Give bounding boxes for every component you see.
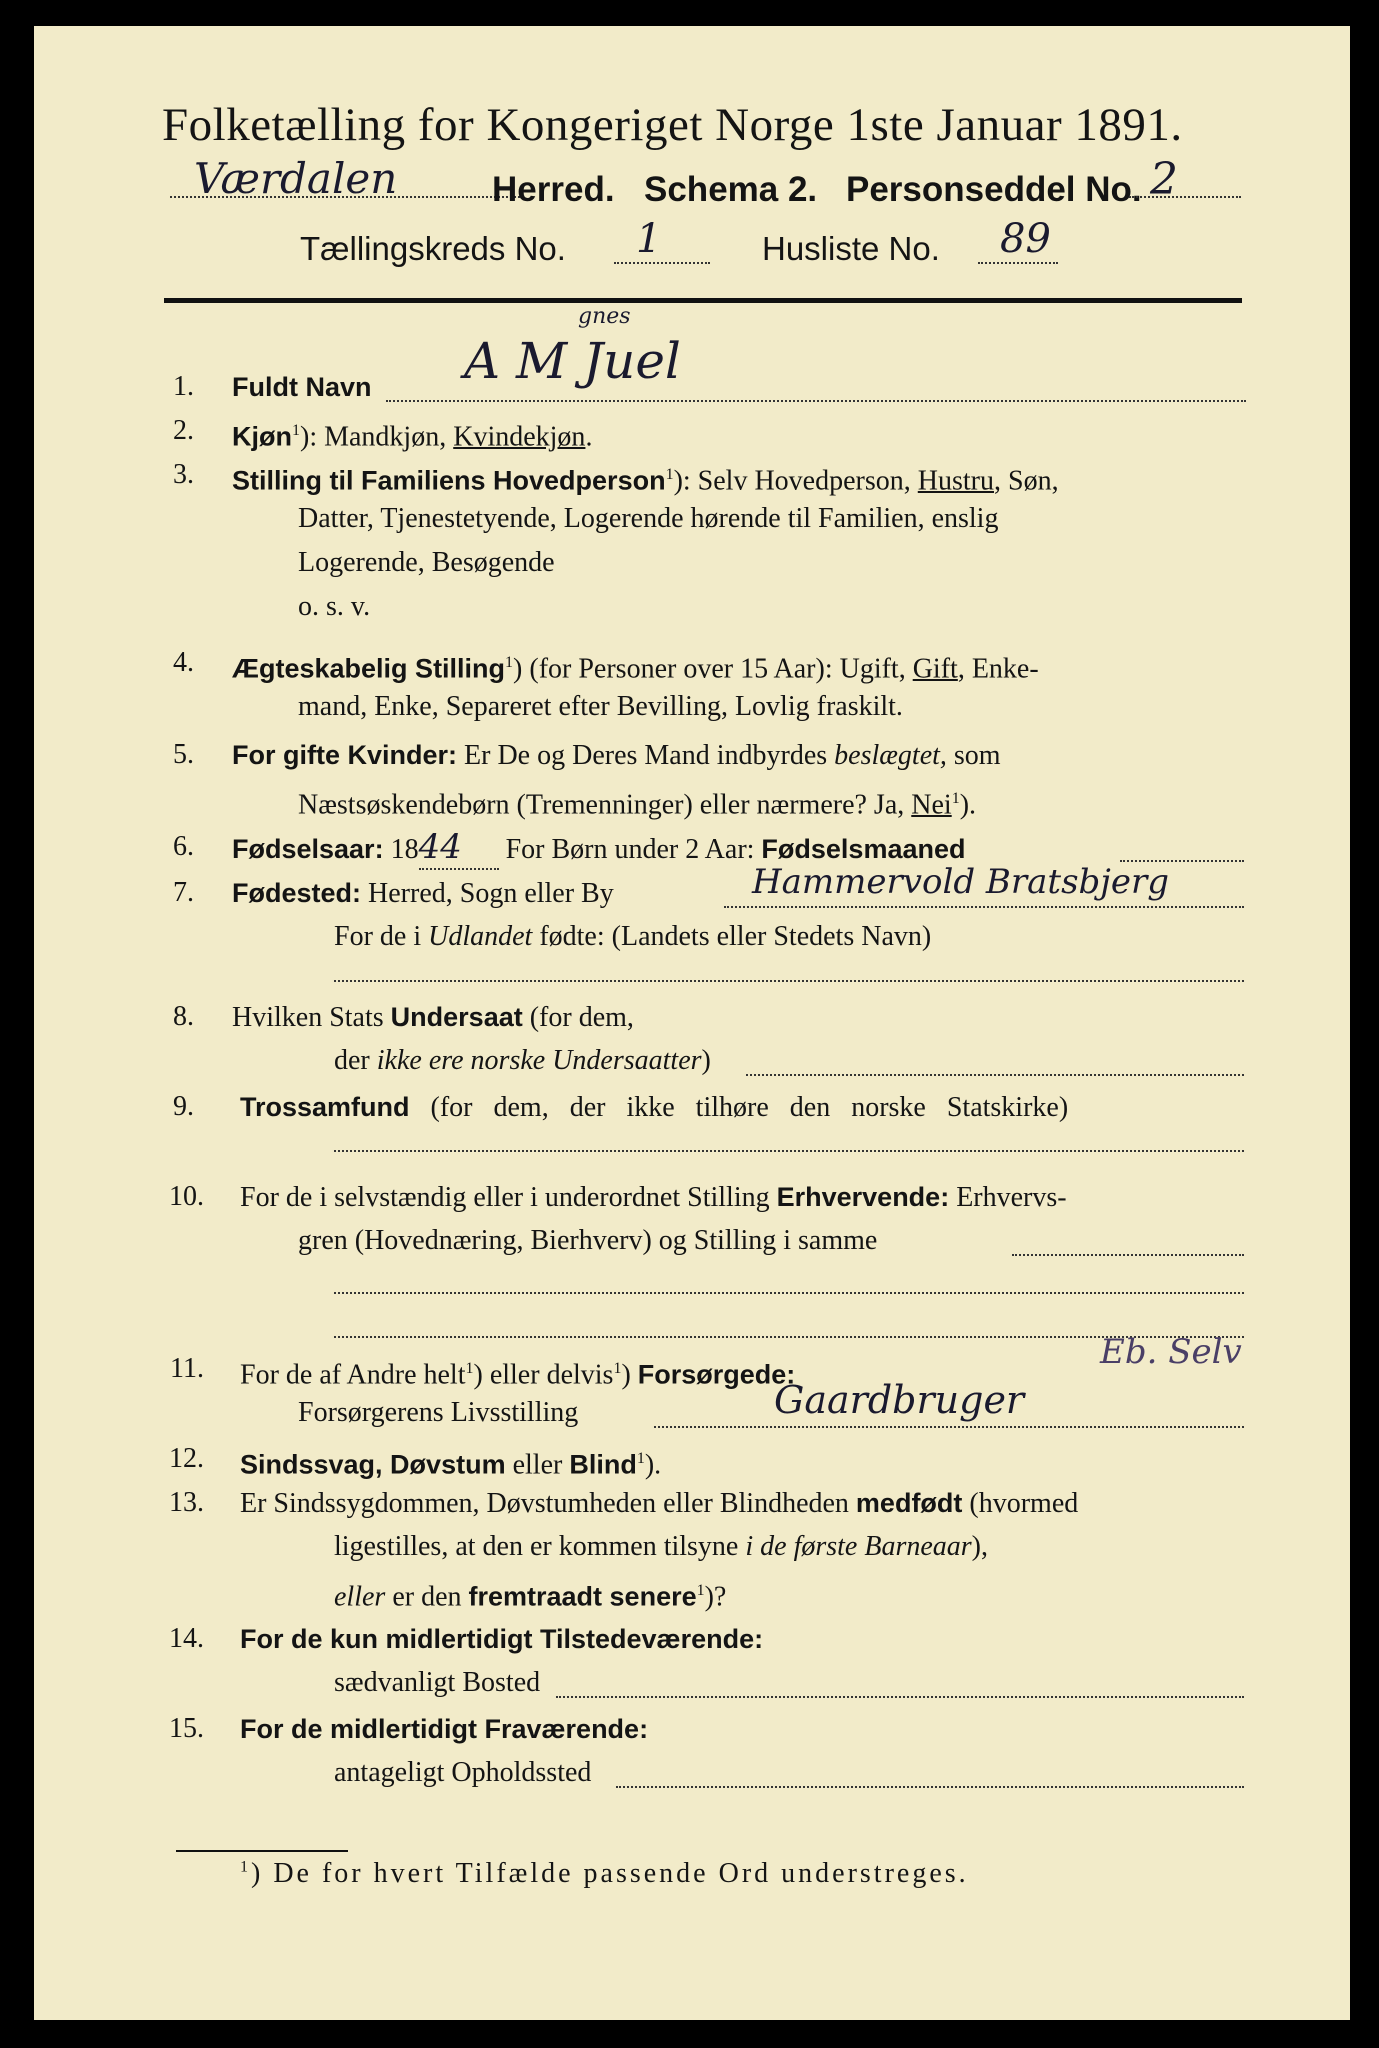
q2-label: Kjøn [232,421,292,452]
q2-number: 2. [173,415,194,446]
q4-line1-a: ) (for Personer over 15 Aar): Ugift, [513,653,913,685]
q6-prefix: 18 [383,834,419,865]
q7-line2-a: For de i [334,921,429,952]
q13-line1-b: medfødt [855,1488,963,1518]
q8-line2-a: der [334,1045,377,1076]
q3-line1-c: , Søn, [994,465,1059,497]
q13-line3-a: eller [334,1581,386,1613]
q9-number: 9. [173,1091,194,1122]
footnote-sup: 1 [240,1858,251,1876]
header-rule [164,298,1242,303]
q7-foreign-dotted-line [334,980,1244,982]
q7-birthplace-value: Hammervold Bratsbjerg [752,862,1169,902]
q1-label: Fuldt Navn [232,372,372,402]
q3-line1-a: ): Selv Hovedperson, [673,465,918,497]
q3-number: 3. [173,459,194,490]
q6-year-value: 44 [419,826,499,870]
q7-line1 [232,872,614,915]
q13-line3-b: er den [385,1581,469,1613]
q8-line1 [232,996,634,1039]
q11-line2: Forsørgerens Livsstilling [298,1397,579,1428]
q4-line1-c: , Enke- [957,653,1039,685]
q8-line2-b: ikke ere norske Undersaatter [376,1045,702,1076]
q5-line2 [298,778,976,826]
q13-line3-sup: 1 [696,1582,705,1599]
q4-sup: 1 [505,654,514,671]
kreds-dotted-line [614,262,710,264]
q5-label: For gifte Kvinder: [232,740,458,770]
q12-end: ). [644,1449,662,1481]
q14-number: 14. [169,1623,204,1654]
q4-number: 4. [173,647,194,678]
q5-line1 [232,734,1001,777]
q13-line2 [334,1526,988,1568]
q5-line1-b: beslægtet, [834,740,947,771]
q13-line2-b: i de første Barneaar [745,1531,972,1562]
q13-line3 [334,1570,726,1618]
q13-line1-a: Er Sindssygdommen, Døvstumheden eller Blindheden [240,1488,856,1519]
q2-text-c: . [585,421,593,453]
form-title: Folketælling for Kongeriget Norge 1ste Januar 1891. [162,99,1183,151]
q11-provider-value: Gaardbruger [774,1378,1025,1422]
q15-line2: antageligt Opholdssted [334,1757,592,1788]
q8-line1-a: Hvilken Stats [232,1002,391,1033]
q9-dotted-line [334,1150,1244,1152]
q13-line1-c: (hvormed [962,1488,1079,1519]
q8-line2 [334,1040,711,1082]
q7-number: 7. [173,877,194,908]
q2-line [232,410,592,458]
q10-line1-a: For de i selvstændig eller i underordnet Stilling [240,1182,777,1213]
q9-text: (for dem, der ikke tilhøre den norske Statskirke) [409,1092,1069,1123]
q4-label: Ægteskabelig Stilling [232,653,506,684]
husliste-value: 89 [1000,216,1051,262]
q10-number: 10. [169,1181,204,1212]
q6-text-b: For Børn under 2 Aar: [498,834,762,865]
footnote [240,1858,969,1890]
q12-line [240,1438,661,1486]
schema-label: Schema 2. [644,170,818,209]
q10-line1-c: Erhvervs- [949,1182,1067,1213]
q10-line1 [240,1176,1067,1219]
q7-dotted-line [724,906,1244,908]
q1-dotted-line [386,400,1246,402]
q8-number: 8. [173,1001,194,1032]
q11-sup1: 1 [465,1360,474,1377]
q12-sup: 1 [636,1450,645,1467]
q8-line1-b: Undersaat [390,1002,523,1032]
q5-line2-a: Næstsøskendebørn (Tremenninger) eller nærmere? Ja, [298,789,912,821]
q7-line2-c: fødte: (Landets eller Stedets Navn) [532,921,932,952]
herred-label: Herred. [492,170,615,209]
personseddel-dotted-line [1129,196,1241,198]
q14-line2: sædvanligt Bosted [334,1667,541,1698]
q13-line2-c: ), [971,1531,988,1562]
q10-dotted-line2 [334,1292,1244,1294]
q3-line1-b: Hustru [917,465,994,497]
q10-line2: gren (Hovednæring, Bierhverv) og Stilling i samme [298,1225,878,1256]
q11-sup2: 1 [613,1360,622,1377]
q11-line1-c: ) [621,1359,638,1391]
q3-sup: 1 [665,466,674,483]
q12-number: 12. [169,1443,204,1474]
q11-line1-a: For de af Andre helt [240,1359,466,1391]
kreds-label: Tællingskreds No. [300,230,566,267]
q11-dotted-line [654,1426,1244,1428]
footnote-text: ) De for hvert Tilfælde passende Ord understreges. [251,1858,969,1889]
q5-line1-c: som [946,740,1001,771]
kreds-value: 1 [636,216,662,262]
q1-number: 1. [173,371,194,402]
q11-line1-b: ) eller delvis [473,1359,614,1391]
q8-line2-c: ) [701,1045,711,1076]
q3-line2: Datter, Tjenestetyende, Logerende hørende til Familien, enslig [298,503,999,534]
herred-value: Værdalen [194,154,398,203]
q4-line1-b: Gift [912,653,958,685]
q11-label: Forsørgede: [637,1359,796,1390]
footnote-rule [176,1850,348,1852]
q2-sup: 1 [292,422,300,439]
q15-label: For de midlertidigt Fraværende: [240,1714,649,1744]
census-form [34,26,1350,2020]
q1-name-correction: gnes [578,304,631,329]
q5-line1-a: Er De og Deres Mand indbyrdes [457,740,835,771]
q13-line1 [240,1482,1078,1525]
q11-number: 11. [170,1353,204,1384]
husliste-label: Husliste No. [762,230,940,267]
q6-label: Fødselsaar: [232,834,384,864]
q15-number: 15. [169,1713,204,1744]
q10-dotted-line1 [1012,1254,1244,1256]
q7-line2 [334,916,931,958]
q9-line [240,1086,1068,1129]
q13-line3-d: )? [704,1581,727,1613]
q3-line1 [232,454,1059,502]
q12-label-b: Blind [569,1449,637,1480]
q8-line1-c: (for dem, [522,1002,634,1033]
q1-name-value: A M Juel [464,332,681,390]
q5-line2-c: ). [959,789,977,821]
q13-line3-c: fremtraadt senere [468,1581,697,1612]
q7-label: Fødested: [232,878,362,908]
q12-text: eller [505,1449,570,1481]
q14-dotted-line [556,1696,1244,1698]
q7-text: Herred, Sogn eller By [361,878,614,909]
q3-label: Stilling til Familiens Hovedperson [232,465,666,496]
q4-line1 [232,642,1039,690]
q13-line2-a: ligestilles, at den er kommen tilsyne [334,1531,746,1562]
q2-text-b: Kvindekjøn [453,421,586,453]
q15-dotted-line [616,1786,1244,1788]
q7-line2-b: Udlandet [428,921,533,952]
q9-label: Trossamfund [240,1092,410,1122]
q12-label-a: Sindssvag, Døvstum [240,1449,506,1480]
q2-text-a: ): Mandkjøn, [300,421,454,453]
q6-label2: Fødselsmaaned [761,834,966,864]
q4-line2: mand, Enke, Separeret efter Bevilling, Lovlig fraskilt. [298,691,903,722]
q3-line4: o. s. v. [298,591,371,622]
q11-pencil-note: Eb. Selv [1100,1332,1242,1372]
personseddel-value: 2 [1150,154,1178,205]
q5-number: 5. [173,739,194,770]
husliste-dotted-line [978,262,1058,264]
q6-number: 6. [173,831,194,862]
q3-line3: Logerende, Besøgende [298,547,555,578]
q5-line2-sup: 1 [951,790,960,807]
q10-line1-b: Erhvervende: [776,1182,950,1212]
q14-label: For de kun midlertidigt Tilstedeværende: [240,1624,764,1654]
personseddel-label: Personseddel No. [846,170,1142,209]
q13-number: 13. [169,1487,204,1518]
q11-line1 [240,1348,795,1396]
q8-dotted-line [746,1074,1244,1076]
q5-line2-b: Nei [911,789,952,821]
